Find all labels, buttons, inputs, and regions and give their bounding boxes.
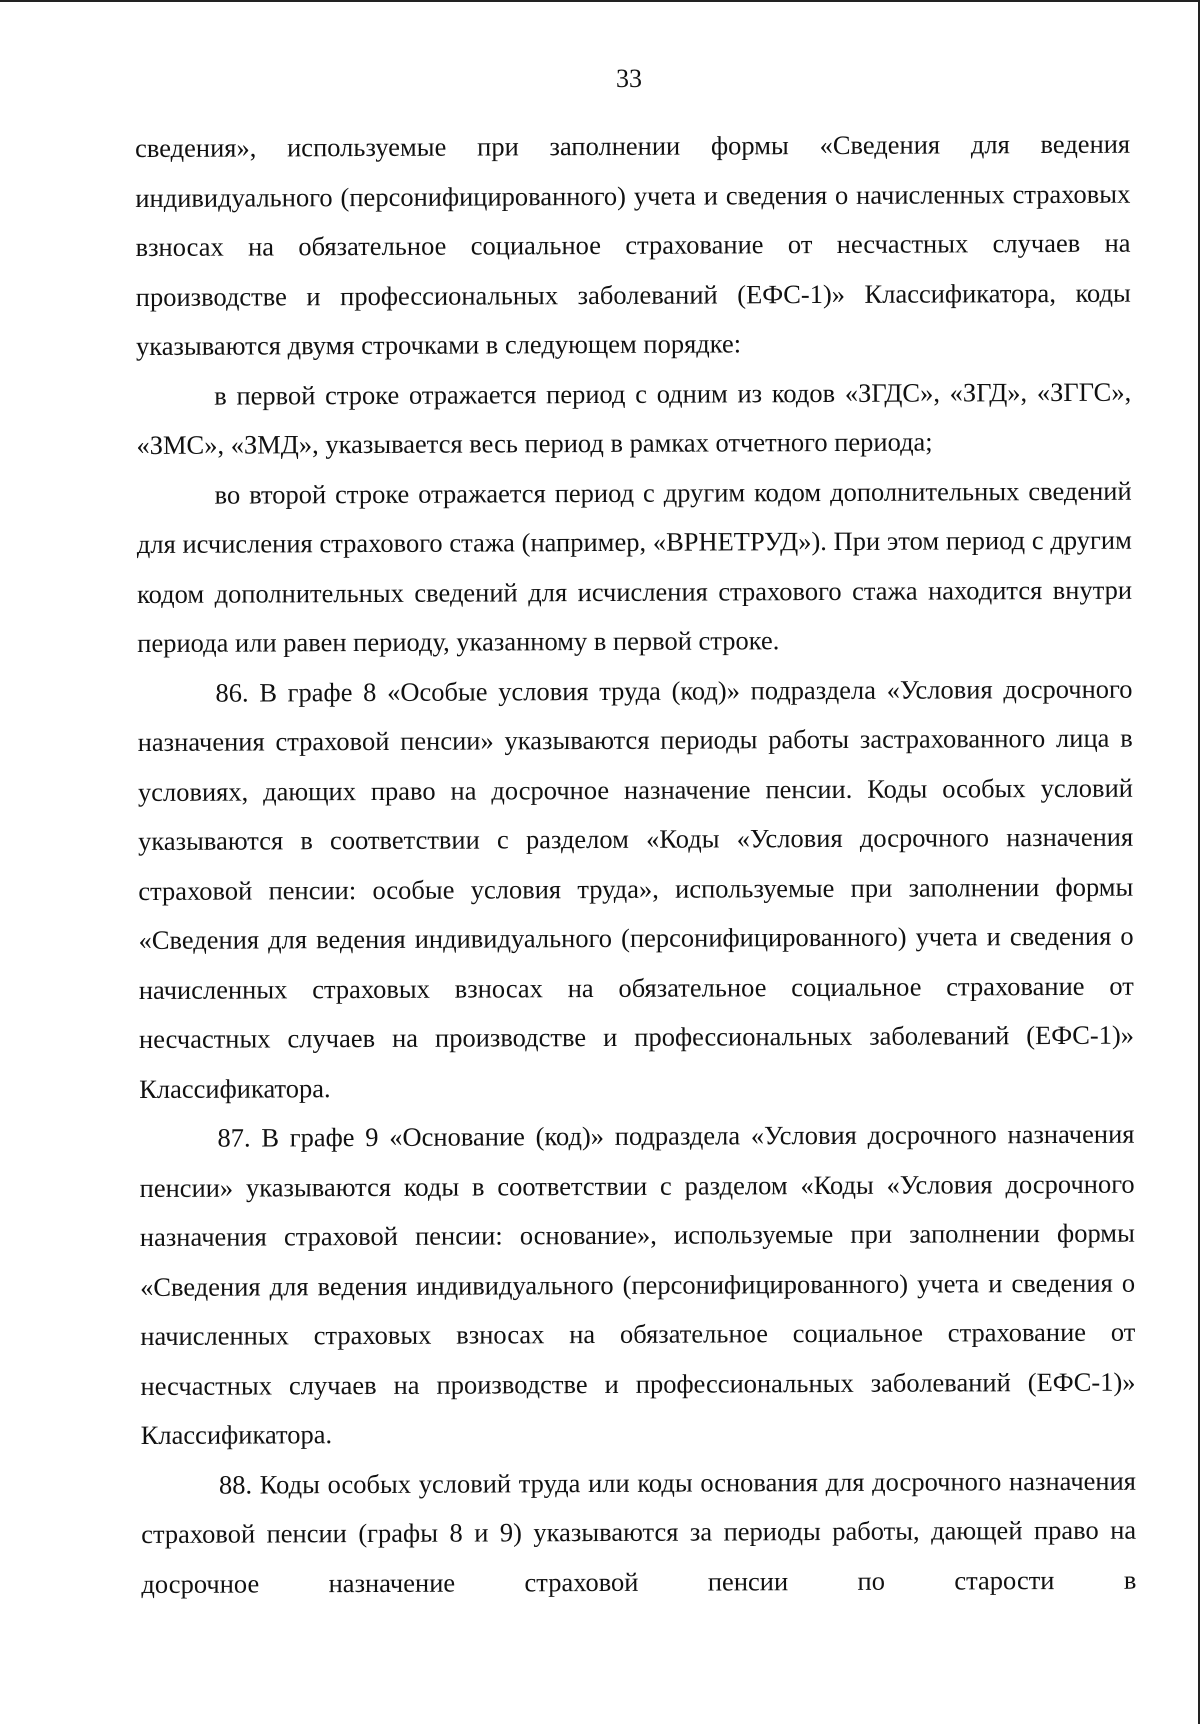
paragraph-87: 87. В графе 9 «Основание (код)» подраздела «Условия досрочного назначения пенсии» указываются коды в соответствии с разделом «Коды «Условия досрочного назначения страховой пенсии: основание», используемые при заполнении формы «Сведения для ведения индивидуального (персонифицированного) учета и сведения о начисленных страховых взносах на обязательное социальное страхование от несчастных случаев на производстве и профессиональных заболеваний (ЕФС-1)» Классификатора.: [139, 1118, 1136, 1450]
paragraph-first-line-rule: в первой строке отражается период с одним из кодов «ЗГДС», «ЗГД», «ЗГГС», «ЗМС», «ЗМД», указывается весь период в рамках отчетного периода;: [136, 376, 1132, 460]
document-body: [135, 120, 1136, 1609]
paragraph-second-line-rule: во второй строке отражается период с другим кодом дополнительных сведений для исчисления страхового стажа (например, «ВРНЕТРУД»). При этом период с другим кодом дополнительных сведений для исчисления страхового стажа находится внутри периода или равен периоду, указанному в первой строке.: [136, 475, 1133, 658]
page-number: 33: [616, 64, 642, 93]
paragraph-88: 88. Коды особых условий труда или коды основания для досрочного назначения страховой пенсии (графы 8 и 9) указываются за периоды работы, дающей право на досрочное назначение страховой пенсии по старости в: [141, 1465, 1137, 1599]
paragraph-continuation: сведения», используемые при заполнении формы «Сведения для ведения индивидуального (персонифицированного) учета и сведения о начисленных страховых взносах на обязательное социальное страхование от несчастных случаев на производстве и профессиональных заболеваний (ЕФС-1)» Классификатора, коды указываются двумя строчками в следующем порядке:: [135, 128, 1131, 361]
paragraph-86: 86. В графе 8 «Особые условия труда (код)» подраздела «Условия досрочного назначения страховой пенсии» указываются периоды работы застрахованного лица в условиях, дающих право на досрочное назначение пенсии. Коды особых условий указываются в соответствии с разделом «Коды «Условия досрочного назначения страховой пенсии: особые условия труда», используемые при заполнении формы «Сведения для ведения индивидуального (персонифицированного) учета и сведения о начисленных страховых взносах на обязательное социальное страхование от несчастных случаев на производстве и профессиональных заболеваний (ЕФС-1)» Классификатора.: [137, 673, 1135, 1104]
